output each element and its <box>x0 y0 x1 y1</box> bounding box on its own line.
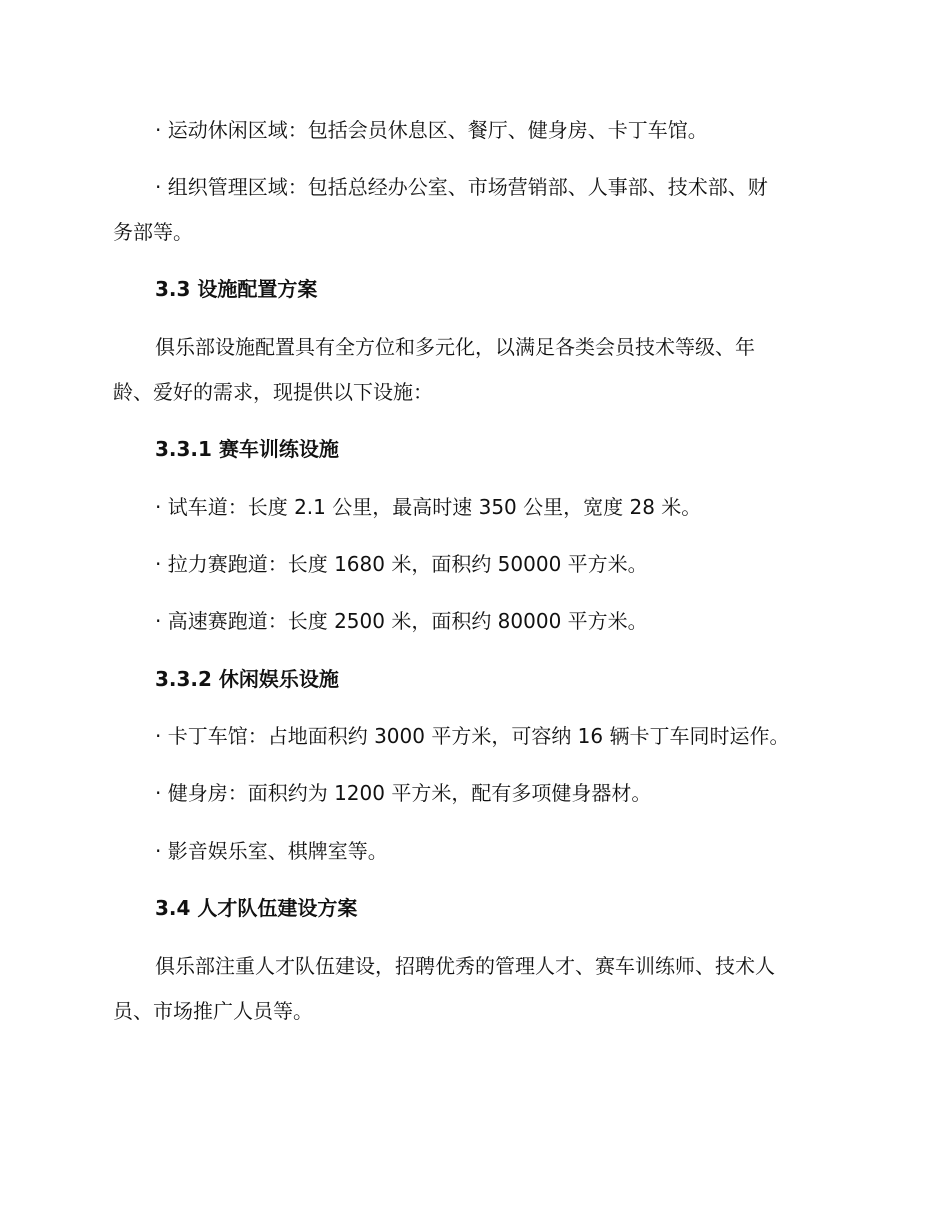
bullet-av-room: · 影音娱乐室、棋牌室等。 <box>155 839 388 863</box>
paragraph-talent-cont: 员、市场推广人员等。 <box>113 999 313 1023</box>
paragraph-facilities-cont: 龄、爱好的需求，现提供以下设施： <box>113 380 433 404</box>
section-heading-3-4: 3.4 人才队伍建设方案 <box>155 896 358 920</box>
bullet-sports-leisure-area: · 运动休闲区域：包括会员休息区、餐厅、健身房、卡丁车馆。 <box>155 118 708 142</box>
bullet-test-track: · 试车道：长度 2.1 公里，最高时速 350 公里，宽度 28 米。 <box>155 495 702 519</box>
section-heading-3-3-2: 3.3.2 休闲娱乐设施 <box>155 667 339 691</box>
bullet-org-management-area: · 组织管理区域：包括总经办公室、市场营销部、人事部、技术部、财 <box>155 175 768 199</box>
paragraph-facilities: 俱乐部设施配置具有全方位和多元化，以满足各类会员技术等级、年 <box>155 335 755 359</box>
bullet-gym: · 健身房：面积约为 1200 平方米，配有多项健身器材。 <box>155 781 652 805</box>
bullet-kart-hall: · 卡丁车馆：占地面积约 3000 平方米，可容纳 16 辆卡丁车同时运作。 <box>155 724 790 748</box>
section-heading-3-3: 3.3 设施配置方案 <box>155 277 318 301</box>
bullet-org-management-area-cont: 务部等。 <box>113 220 193 244</box>
bullet-rally-track: · 拉力赛跑道：长度 1680 米，面积约 50000 平方米。 <box>155 552 648 576</box>
bullet-speed-track: · 高速赛跑道：长度 2500 米，面积约 80000 平方米。 <box>155 609 648 633</box>
section-heading-3-3-1: 3.3.1 赛车训练设施 <box>155 437 339 461</box>
paragraph-talent: 俱乐部注重人才队伍建设，招聘优秀的管理人才、赛车训练师、技术人 <box>155 954 775 978</box>
